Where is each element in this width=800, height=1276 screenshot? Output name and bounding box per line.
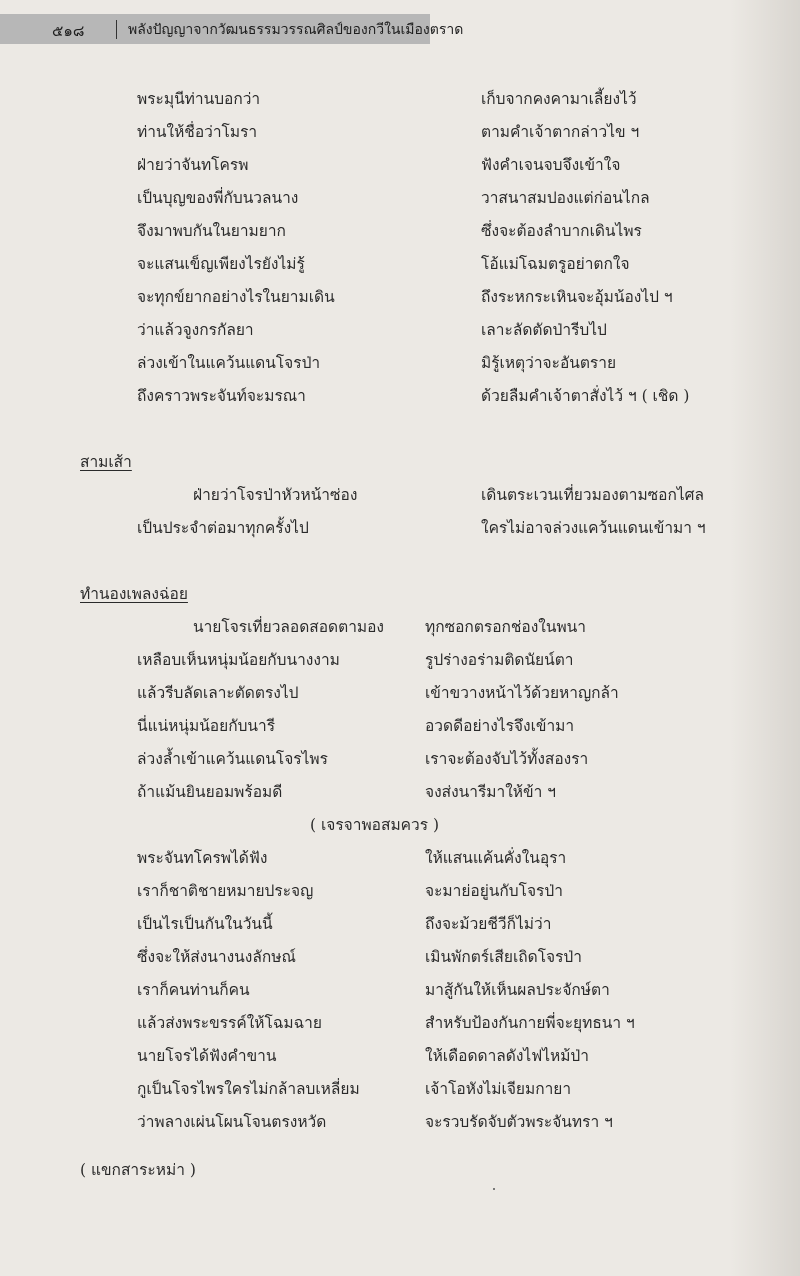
verse-right: จะมาย่อยู่นกับโจรป่า	[425, 882, 563, 900]
verse-left: ท่านให้ชื่อว่าโมรา	[137, 123, 258, 141]
book-title: พลังปัญญาจากวัฒนธรรมวรรณศิลป์ของกวีในเมืองตราด	[128, 22, 464, 38]
verse-left: ซึ่งจะให้ส่งนางนงลักษณ์	[137, 948, 296, 966]
verse-right: ซึ่งจะต้องลำบากเดินไพร	[481, 222, 642, 240]
verse-right: ตามคำเจ้าตากล่าวไข ฯ	[481, 123, 640, 141]
verse-left: ล่วงเข้าในแคว้นแดนโจรป่า	[137, 354, 321, 372]
verse-right: เราจะต้องจับไว้ทั้งสองรา	[425, 750, 589, 768]
verse-left: นี่แน่หนุ่มน้อยกับนารี	[137, 717, 276, 735]
verse-left: ถึงคราวพระจันท์จะมรณา	[137, 387, 306, 405]
verse-left: ฝ่ายว่าโจรป่าหัวหน้าซ่อง	[193, 486, 358, 504]
verse-left: จึงมาพบกันในยามยาก	[137, 222, 286, 240]
verse-right: เลาะลัดตัดป่ารีบไป	[481, 321, 607, 339]
verse-left: จะทุกข์ยากอย่างไรในยามเดิน	[137, 288, 335, 306]
verse-right: ใครไม่อาจล่วงแคว้นแดนเข้ามา ฯ	[481, 519, 706, 537]
verse-right: เมินพักตร์เสียเถิดโจรป่า	[425, 948, 582, 966]
verse-right: จงส่งนารีมาให้ข้า ฯ	[425, 783, 556, 801]
verse-right: จะรวบรัดจับตัวพระจันทรา ฯ	[425, 1113, 613, 1131]
verse-left: เราก็คนท่านก็คน	[137, 981, 250, 999]
verse-right: ถึงระหกระเหินจะอุ้มน้องไป ฯ	[481, 288, 673, 306]
verse-right: เข้าขวางหน้าไว้ด้วยหาญกล้า	[425, 684, 619, 702]
running-header	[0, 14, 464, 44]
verse-left: เหลือบเห็นหนุ่มน้อยกับนางงาม	[137, 651, 340, 669]
verse-right: ทุกซอกตรอกช่องในพนา	[425, 618, 586, 636]
verse-left: ถ้าแม้นยินยอมพร้อมดี	[137, 783, 283, 801]
verse-left: เราก็ชาติชายหมายประจญ	[137, 882, 314, 900]
verse-left: จะแสนเข็ญเพียงไรยังไม่รู้	[137, 255, 305, 273]
header-divider	[116, 20, 117, 39]
melody-label: ทำนองเพลงฉ่อย	[80, 585, 188, 603]
verse-right: ฟังคำเจนจบจึงเข้าใจ	[481, 156, 621, 174]
page-edge-shadow	[730, 0, 800, 1276]
verse-left: นายโจรได้ฟังคำขาน	[137, 1047, 277, 1065]
melody-label: สามเส้า	[80, 453, 132, 471]
verse-right: เก็บจากคงคามาเลี้ยงไว้	[481, 90, 637, 108]
verse-right: โอ้แม่โฉมตรูอย่าตกใจ	[481, 255, 630, 273]
verse-left: แล้วรีบลัดเลาะตัดตรงไป	[137, 684, 299, 702]
print-speck	[493, 1188, 495, 1190]
verse-right: รูปร่างอร่ามติดนัยน์ตา	[425, 651, 574, 669]
verse-left: ว่าแล้วจูงกรกัลยา	[137, 321, 254, 339]
verse-left: เป็นประจำต่อมาทุกครั้งไป	[137, 519, 309, 537]
verse-left: นายโจรเที่ยวลอดสอดตามอง	[193, 618, 384, 636]
verse-left: ฝ่ายว่าจันทโครพ	[137, 156, 249, 174]
verse-right: อวดดีอย่างไรจึงเข้ามา	[425, 717, 575, 735]
page-number: ๕๑๘	[52, 22, 85, 40]
verse-right: ถึงจะม้วยชีวีก็ไม่ว่า	[425, 915, 552, 933]
verse-right: มาสู้กันให้เห็นผลประจักษ์ตา	[425, 981, 610, 999]
verse-left: พระจันทโครพได้ฟัง	[137, 849, 268, 867]
verse-left: ล่วงล้ำเข้าแคว้นแดนโจรไพร	[137, 750, 328, 768]
verse-left: เป็นบุญของพี่กับนวลนาง	[137, 189, 299, 207]
verse-left: พระมุนีท่านบอกว่า	[137, 90, 261, 108]
verse-left: ว่าพลางเผ่นโผนโจนตรงหวัด	[137, 1113, 327, 1131]
verse-right: ให้เดือดดาลดังไฟไหม้ป่า	[425, 1047, 589, 1065]
verse-right: ด้วยลืมคำเจ้าตาสั่งไว้ ฯ ( เชิด )	[481, 387, 690, 405]
verse-right: เดินตระเวนเที่ยวมองตามซอกไศล	[481, 486, 705, 504]
stage-direction: ( แขกสาระหม่า )	[80, 1161, 196, 1179]
verse-left: กูเป็นโจรไพรใครไม่กล้าลบเหลี่ยม	[137, 1080, 360, 1098]
verse-right: เจ้าโอหังไม่เจียมกายา	[425, 1080, 572, 1098]
verse-right: ให้แสนแค้นคั่งในอุรา	[425, 849, 567, 867]
stage-direction: ( เจรจาพอสมควร )	[310, 816, 440, 834]
verse-right: สำหรับป้องกันกายพี่จะยุทธนา ฯ	[425, 1014, 635, 1032]
verse-left: เป็นไรเป็นกันในวันนี้	[137, 915, 273, 933]
verse-left: แล้วส่งพระขรรค์ให้โฉมฉาย	[137, 1014, 322, 1032]
verse-right: วาสนาสมปองแต่ก่อนไกล	[481, 189, 650, 207]
verse-right: มิรู้เหตุว่าจะอันตราย	[481, 354, 617, 372]
